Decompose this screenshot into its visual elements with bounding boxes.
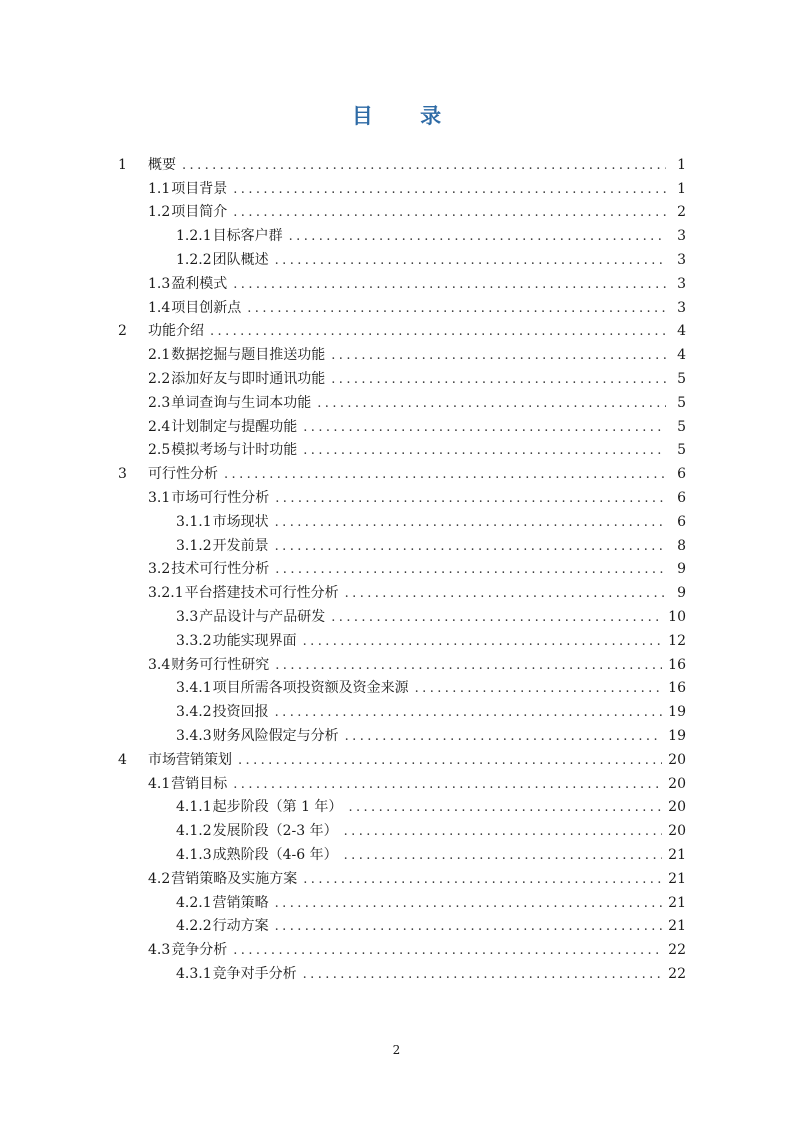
toc-entry-title: 竞争分析 — [171, 942, 228, 959]
toc-entry-title: 单词查询与生词本功能 — [171, 394, 312, 411]
toc-entry-title: 市场营销策划 — [148, 751, 232, 768]
toc-entry-title: 营销策略 — [212, 894, 269, 911]
toc-entry-page: 20 — [668, 751, 686, 768]
toc-entry-number: 4.2.2 — [176, 918, 212, 935]
page-number: 2 — [392, 1043, 401, 1057]
toc-entry-title: 目标客户群 — [212, 228, 283, 245]
toc-entry-label — [118, 966, 297, 983]
toc-dot-leader — [415, 680, 663, 697]
toc-dot-leader — [233, 942, 662, 959]
toc-entry-title: 盈利模式 — [171, 275, 228, 292]
toc-dot-leader — [275, 895, 663, 912]
toc-entry[interactable] — [118, 483, 686, 507]
toc-entry-label — [118, 942, 227, 959]
toc-dot-leader — [303, 442, 666, 459]
toc-dot-leader — [275, 490, 666, 507]
toc-entry-label — [118, 776, 227, 793]
toc-entry-label — [118, 395, 311, 412]
toc-entry-title: 财务风险假定与分析 — [212, 727, 339, 744]
toc-dot-leader — [275, 538, 666, 555]
toc-entry-number: 3.1.1 — [176, 513, 212, 530]
toc-entry-number: 2 — [118, 323, 127, 340]
toc-entry[interactable] — [118, 174, 686, 198]
toc-entry[interactable] — [118, 459, 686, 483]
toc-entry[interactable] — [118, 531, 686, 555]
toc-entry[interactable] — [118, 436, 686, 460]
toc-entry-label — [118, 347, 325, 364]
toc-dot-leader — [233, 204, 666, 221]
toc-entry[interactable] — [118, 150, 686, 174]
toc-entry-page: 21 — [668, 870, 686, 887]
toc-dot-leader — [303, 871, 662, 888]
toc-entry-label — [118, 752, 232, 769]
toc-dot-leader — [233, 276, 666, 293]
toc-entry-number: 3.4.1 — [176, 680, 212, 697]
toc-entry-title: 开发前景 — [212, 537, 269, 554]
toc-dot-leader — [247, 300, 666, 317]
toc-entry-number: 2.2 — [148, 370, 171, 387]
toc-entry-page: 16 — [668, 680, 686, 697]
toc-dot-leader — [345, 585, 666, 602]
toc-entry[interactable] — [118, 840, 686, 864]
toc-entry-number: 3.3 — [176, 608, 199, 625]
table-of-contents — [118, 150, 686, 983]
toc-entry-title: 产品设计与产品研发 — [199, 608, 326, 625]
toc-entry-title: 项目简介 — [171, 204, 228, 221]
toc-dot-leader — [303, 633, 663, 650]
toc-entry-page: 12 — [668, 632, 686, 649]
toc-entry-page: 5 — [677, 442, 686, 459]
toc-entry-page: 21 — [668, 846, 686, 863]
toc-entry-number: 4.1.2 — [176, 823, 212, 840]
toc-entry[interactable] — [118, 578, 686, 602]
toc-entry-label — [118, 633, 297, 650]
toc-entry-number: 1.4 — [148, 299, 171, 316]
toc-entry-title: 营销策略及实施方案 — [171, 870, 298, 887]
toc-entry-number: 3.2.1 — [148, 585, 184, 602]
toc-entry[interactable] — [118, 364, 686, 388]
toc-entry[interactable] — [118, 388, 686, 412]
toc-entry[interactable] — [118, 245, 686, 269]
toc-entry-title: 项目背景 — [171, 180, 228, 197]
toc-entry-title: 营销目标 — [171, 775, 228, 792]
toc-entry[interactable] — [118, 269, 686, 293]
toc-entry[interactable] — [118, 626, 686, 650]
toc-dot-leader — [275, 252, 666, 269]
toc-entry[interactable] — [118, 888, 686, 912]
toc-entry-title: 投资回报 — [212, 704, 269, 721]
toc-entry-title: 发展阶段（2-3 年） — [212, 823, 338, 840]
toc-entry-number: 2.3 — [148, 394, 171, 411]
toc-entry-label — [118, 490, 269, 507]
toc-entry[interactable] — [118, 864, 686, 888]
toc-entry-label — [118, 728, 339, 745]
toc-dot-leader — [210, 323, 666, 340]
toc-entry[interactable] — [118, 198, 686, 222]
toc-dot-leader — [344, 847, 663, 864]
toc-entry-title: 可行性分析 — [148, 466, 218, 483]
toc-entry-page: 3 — [677, 299, 686, 316]
toc-entry-title: 数据挖掘与题目推送功能 — [171, 347, 326, 364]
toc-entry-page: 3 — [677, 251, 686, 268]
toc-entry-title: 行动方案 — [212, 918, 269, 935]
toc-entry-number: 1.2.2 — [176, 251, 212, 268]
toc-entry-number: 1.3 — [148, 275, 171, 292]
toc-entry-page: 2 — [677, 204, 686, 221]
toc-entry-label — [118, 895, 269, 912]
toc-entry[interactable] — [118, 674, 686, 698]
toc-entry-number: 3.4.2 — [176, 704, 212, 721]
toc-dot-leader — [275, 704, 663, 721]
toc-entry-label — [118, 157, 176, 174]
toc-entry-title: 团队概述 — [212, 251, 269, 268]
toc-entry-page: 6 — [677, 489, 686, 506]
toc-entry-label — [118, 181, 227, 198]
toc-entry-label — [118, 276, 227, 293]
toc-dot-leader — [345, 728, 663, 745]
toc-entry-number: 4.1.3 — [176, 846, 212, 863]
toc-dot-leader — [233, 776, 662, 793]
toc-entry-label — [118, 419, 297, 436]
toc-entry-number: 3.4.3 — [176, 727, 212, 744]
toc-entry-label — [118, 585, 339, 602]
toc-entry-number: 4.1.1 — [176, 799, 212, 816]
toc-entry-label — [118, 680, 409, 697]
toc-entry-page: 22 — [668, 965, 686, 982]
toc-entry-title: 市场可行性分析 — [171, 489, 270, 506]
toc-entry-page: 21 — [668, 894, 686, 911]
toc-entry-title: 功能介绍 — [148, 323, 204, 340]
toc-entry-page: 21 — [668, 918, 686, 935]
toc-entry[interactable] — [118, 412, 686, 436]
toc-entry-page: 6 — [677, 466, 686, 483]
toc-entry[interactable] — [118, 816, 686, 840]
toc-entry-title: 技术可行性分析 — [171, 561, 270, 578]
toc-entry-page: 9 — [677, 561, 686, 578]
toc-dot-leader — [348, 799, 662, 816]
toc-entry-page: 10 — [668, 608, 686, 625]
toc-entry[interactable] — [118, 745, 686, 769]
toc-dot-leader — [303, 966, 663, 983]
toc-entry-page: 5 — [677, 394, 686, 411]
toc-entry[interactable] — [118, 507, 686, 531]
toc-entry-label — [118, 871, 297, 888]
toc-entry-label — [118, 466, 218, 483]
toc-entry-title: 概要 — [148, 156, 176, 173]
toc-entry-label — [118, 823, 338, 840]
toc-entry-number: 4 — [118, 751, 127, 768]
toc-entry-title: 市场现状 — [212, 513, 269, 530]
toc-entry-number: 1.2 — [148, 204, 171, 221]
toc-entry[interactable] — [118, 317, 686, 341]
toc-entry[interactable] — [118, 721, 686, 745]
toc-entry[interactable] — [118, 340, 686, 364]
toc-entry-page: 20 — [668, 823, 686, 840]
toc-entry-label — [118, 228, 283, 245]
toc-dot-leader — [344, 823, 663, 840]
toc-entry-number: 3.2 — [148, 561, 171, 578]
toc-entry-page: 19 — [668, 727, 686, 744]
toc-entry-label — [118, 704, 269, 721]
toc-entry-number: 4.3.1 — [176, 965, 212, 982]
toc-entry-label — [118, 252, 269, 269]
toc-entry-label — [118, 657, 269, 674]
toc-entry-label — [118, 300, 241, 317]
toc-entry[interactable] — [118, 221, 686, 245]
toc-entry[interactable] — [118, 935, 686, 959]
toc-entry-title: 财务可行性研究 — [171, 656, 270, 673]
toc-entry-label — [118, 561, 269, 578]
toc-dot-leader — [275, 561, 666, 578]
toc-entry-number: 1 — [118, 156, 127, 173]
toc-entry-page: 22 — [668, 942, 686, 959]
toc-entry[interactable] — [118, 293, 686, 317]
toc-entry-page: 19 — [668, 704, 686, 721]
toc-entry-title: 平台搭建技术可行性分析 — [184, 585, 339, 602]
toc-dot-leader — [331, 371, 666, 388]
toc-entry-page: 5 — [677, 418, 686, 435]
toc-entry-title: 项目所需各项投资额及资金来源 — [212, 680, 409, 697]
toc-entry-title: 模拟考场与计时功能 — [171, 442, 298, 459]
toc-entry-label — [118, 918, 269, 935]
toc-dot-leader — [233, 181, 666, 198]
toc-entry-label — [118, 847, 338, 864]
toc-entry-number: 4.1 — [148, 775, 171, 792]
toc-entry[interactable] — [118, 769, 686, 793]
toc-entry[interactable] — [118, 793, 686, 817]
toc-entry-page: 8 — [677, 537, 686, 554]
toc-entry-title: 添加好友与即时通讯功能 — [171, 370, 326, 387]
toc-entry[interactable] — [118, 697, 686, 721]
toc-entry-title: 起步阶段（第 1 年） — [212, 799, 343, 816]
toc-entry-number: 3.1 — [148, 489, 171, 506]
toc-entry-label — [118, 442, 297, 459]
toc-entry-label — [118, 371, 325, 388]
toc-entry-page: 20 — [668, 799, 686, 816]
toc-entry[interactable] — [118, 912, 686, 936]
toc-entry-number: 3.1.2 — [176, 537, 212, 554]
page-title: 目 录 — [351, 103, 462, 128]
toc-dot-leader — [238, 752, 662, 769]
toc-entry-label — [118, 609, 325, 626]
toc-entry-label — [118, 538, 269, 555]
toc-entry-title: 成熟阶段（4-6 年） — [212, 846, 338, 863]
toc-dot-leader — [317, 395, 666, 412]
toc-entry-number: 1.2.1 — [176, 228, 212, 245]
toc-dot-leader — [275, 514, 666, 531]
toc-dot-leader — [275, 918, 663, 935]
toc-entry-label — [118, 799, 342, 816]
toc-entry-title: 计划制定与提醒功能 — [171, 418, 298, 435]
toc-entry-page: 20 — [668, 775, 686, 792]
toc-entry-number: 3.4 — [148, 656, 171, 673]
toc-entry-number: 2.4 — [148, 418, 171, 435]
toc-entry-page: 3 — [677, 228, 686, 245]
toc-entry[interactable] — [118, 555, 686, 579]
toc-entry-title: 项目创新点 — [171, 299, 242, 316]
toc-entry-number: 3 — [118, 466, 127, 483]
toc-dot-leader — [331, 609, 662, 626]
toc-entry-title: 竞争对手分析 — [212, 965, 297, 982]
toc-entry-page: 4 — [677, 323, 686, 340]
toc-entry-page: 9 — [677, 585, 686, 602]
toc-dot-leader — [331, 347, 666, 364]
toc-entry-page: 5 — [677, 370, 686, 387]
toc-entry-label — [118, 323, 204, 340]
toc-entry-page: 6 — [677, 513, 686, 530]
toc-entry-page: 1 — [677, 180, 686, 197]
toc-entry[interactable] — [118, 602, 686, 626]
toc-dot-leader — [289, 228, 666, 245]
toc-entry-label — [118, 204, 227, 221]
toc-dot-leader — [275, 657, 662, 674]
toc-entry-page: 1 — [677, 156, 686, 173]
toc-entry-label — [118, 514, 269, 531]
toc-dot-leader — [303, 419, 666, 436]
toc-entry-title: 功能实现界面 — [212, 632, 297, 649]
toc-dot-leader — [182, 157, 666, 174]
toc-dot-leader — [224, 466, 666, 483]
toc-entry-page: 3 — [677, 275, 686, 292]
toc-entry-number: 1.1 — [148, 180, 171, 197]
toc-entry[interactable] — [118, 959, 686, 983]
toc-entry[interactable] — [118, 650, 686, 674]
toc-entry-number: 2.5 — [148, 442, 171, 459]
toc-entry-number: 4.2 — [148, 870, 171, 887]
toc-entry-number: 2.1 — [148, 347, 171, 364]
toc-entry-page: 16 — [668, 656, 686, 673]
toc-entry-number: 3.3.2 — [176, 632, 212, 649]
toc-entry-number: 4.2.1 — [176, 894, 212, 911]
toc-entry-number: 4.3 — [148, 942, 171, 959]
toc-entry-page: 4 — [677, 347, 686, 364]
